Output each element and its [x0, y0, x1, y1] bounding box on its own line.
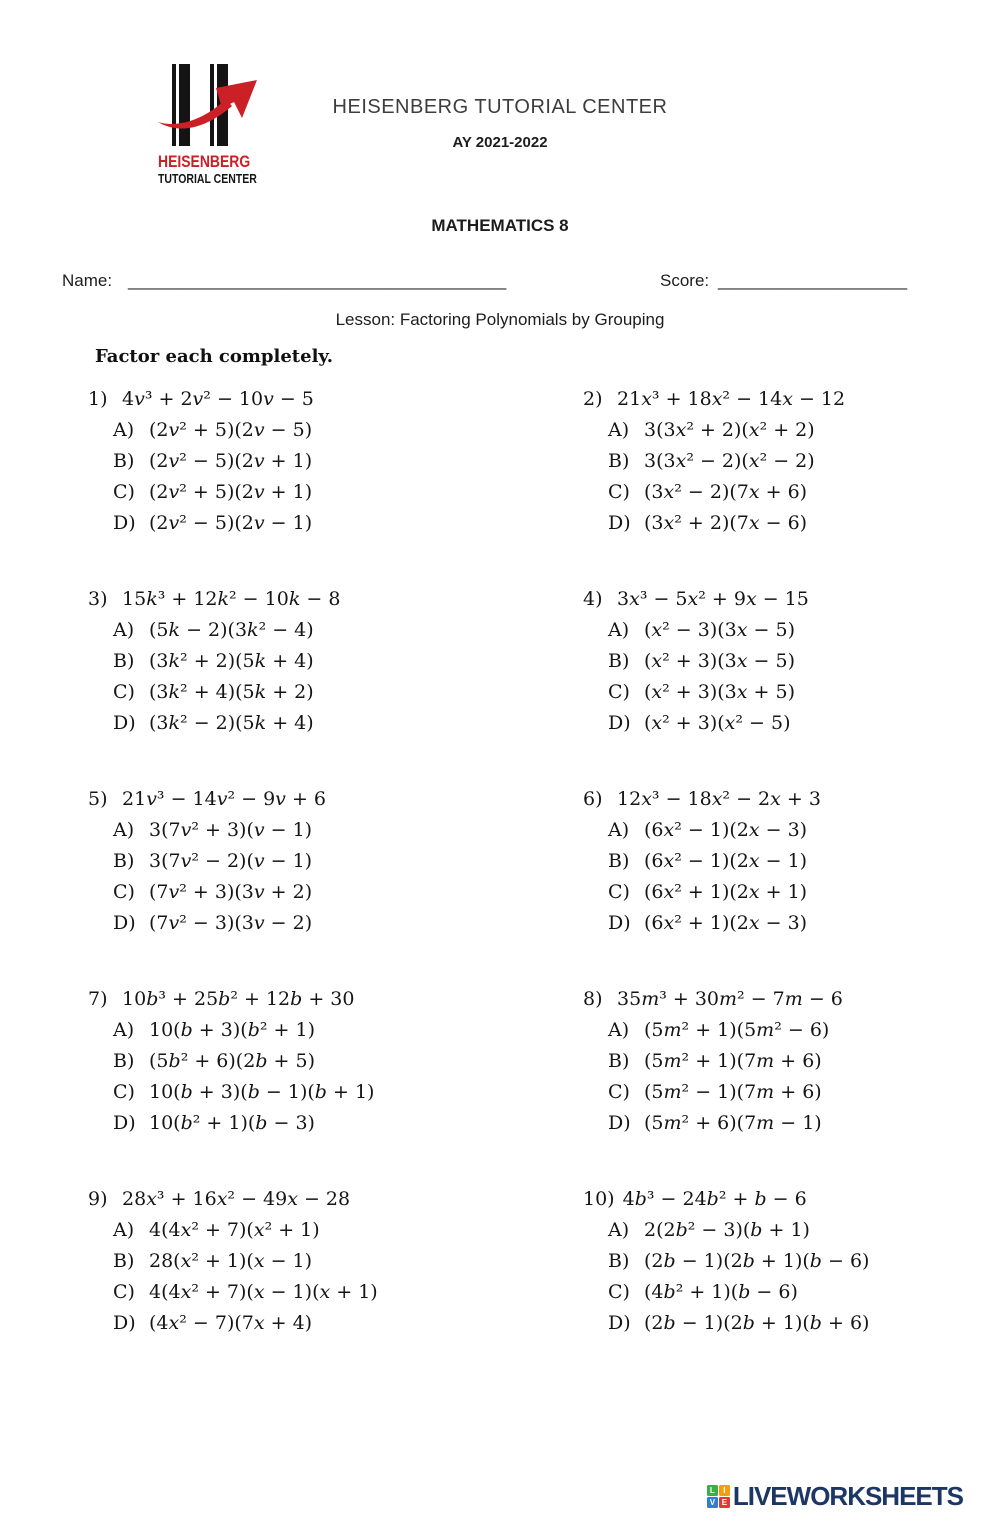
option-letter: C) [608, 1281, 630, 1303]
option-letter: C) [608, 881, 630, 903]
academic-year: AY 2021-2022 [452, 134, 548, 151]
problem-expression: 28x³ + 16x² − 49x − 28 [122, 1188, 351, 1210]
option-expression: (6x² − 1)(2x − 3) [644, 819, 808, 841]
option-letter: D) [113, 1312, 136, 1334]
option-expression: 2(2b² − 3)(b + 1) [644, 1219, 810, 1241]
problem-10-option-d[interactable] [583, 1310, 968, 1336]
problem-8-option-c[interactable] [583, 1079, 968, 1105]
problem-10 [583, 1186, 968, 1386]
lw-square-i: I [719, 1485, 730, 1496]
problem-8-question [583, 986, 968, 1012]
score-input-line[interactable]: ____________________ [718, 271, 908, 290]
option-expression: (3k² + 2)(5k + 4) [149, 650, 314, 672]
problem-expression: 4v³ + 2v² − 10v − 5 [122, 388, 314, 410]
option-expression: 3(3x² − 2)(x² − 2) [644, 450, 815, 472]
option-expression: (6x² + 1)(2x + 1) [644, 881, 808, 903]
problem-expression: 15k³ + 12k² − 10k − 8 [122, 588, 341, 610]
option-letter: C) [113, 1081, 135, 1103]
option-expression: 4(4x² + 7)(x − 1)(x + 1) [149, 1281, 378, 1303]
liveworksheets-logo [707, 1481, 963, 1512]
lw-square-e: E [719, 1497, 730, 1508]
option-expression: (2v² − 5)(2v + 1) [149, 450, 313, 472]
option-expression: (3k² + 4)(5k + 2) [149, 681, 314, 703]
problem-8-option-b[interactable] [583, 1048, 968, 1074]
problem-3-question [88, 586, 583, 612]
option-letter: B) [113, 650, 135, 672]
problem-2-option-c[interactable] [583, 479, 968, 505]
problem-number: 1) [88, 388, 108, 410]
problem-6-option-a[interactable] [583, 817, 968, 843]
option-expression: (3x² + 2)(7x − 6) [644, 512, 808, 534]
problem-5-question [88, 786, 583, 812]
option-letter: B) [608, 650, 630, 672]
option-letter: B) [608, 1250, 630, 1272]
problem-number: 5) [88, 788, 108, 810]
problems-grid [88, 386, 968, 1386]
problem-10-question [583, 1186, 968, 1212]
problem-number: 4) [583, 588, 603, 610]
problem-1-option-a[interactable] [88, 417, 583, 443]
option-letter: A) [113, 419, 135, 441]
problem-3-option-b[interactable] [88, 648, 583, 674]
problem-10-option-c[interactable] [583, 1279, 968, 1305]
problem-6-option-b[interactable] [583, 848, 968, 874]
problem-7-option-a[interactable] [88, 1017, 583, 1043]
option-expression: (3x² − 2)(7x + 6) [644, 481, 808, 503]
problem-9-option-c[interactable] [88, 1279, 583, 1305]
name-input-line[interactable]: ________________________________________ [128, 271, 507, 290]
instruction-text: Factor each completely. [95, 346, 334, 367]
option-letter: C) [113, 881, 135, 903]
option-letter: A) [608, 819, 630, 841]
liveworksheets-wordmark: LIVEWORKSHEETS [732, 1481, 963, 1511]
problem-9-option-d[interactable] [88, 1310, 583, 1336]
option-expression: (6x² − 1)(2x − 1) [644, 850, 808, 872]
option-letter: B) [608, 850, 630, 872]
problem-4-option-d[interactable] [583, 710, 968, 736]
option-letter: D) [113, 912, 136, 934]
problem-1 [88, 386, 583, 586]
problem-2-question [583, 386, 968, 412]
option-expression: (3k² − 2)(5k + 4) [149, 712, 314, 734]
option-letter: A) [113, 1019, 135, 1041]
option-expression: (5m² + 6)(7m − 1) [644, 1112, 822, 1134]
problem-expression: 3x³ − 5x² + 9x − 15 [617, 588, 809, 610]
option-expression: (x² + 3)(x² − 5) [644, 712, 791, 734]
option-expression: (x² + 3)(3x + 5) [644, 681, 795, 703]
option-expression: 3(3x² + 2)(x² + 2) [644, 419, 815, 441]
problem-4-question [583, 586, 968, 612]
problem-number: 10) [583, 1188, 615, 1210]
problem-3-option-d[interactable] [88, 710, 583, 736]
option-letter: A) [608, 1219, 630, 1241]
problem-2-option-d[interactable] [583, 510, 968, 536]
option-expression: (6x² + 1)(2x − 3) [644, 912, 808, 934]
option-expression: (2v² + 5)(2v + 1) [149, 481, 313, 503]
option-expression: 3(7v² + 3)(v − 1) [149, 819, 313, 841]
problem-3-option-c[interactable] [88, 679, 583, 705]
problem-2-option-b[interactable] [583, 448, 968, 474]
lw-square-v: V [707, 1497, 718, 1508]
problem-2-option-a[interactable] [583, 417, 968, 443]
option-expression: (2b − 1)(2b + 1)(b + 6) [644, 1312, 870, 1334]
problem-number: 3) [88, 588, 108, 610]
problem-7 [88, 986, 583, 1186]
option-letter: C) [113, 1281, 135, 1303]
problem-3-option-a[interactable] [88, 617, 583, 643]
option-letter: A) [608, 619, 630, 641]
problem-1-option-b[interactable] [88, 448, 583, 474]
option-letter: B) [113, 1050, 135, 1072]
problem-9-question [88, 1186, 583, 1212]
option-letter: D) [608, 912, 631, 934]
problem-expression: 12x³ − 18x² − 2x + 3 [617, 788, 821, 810]
page-title: HEISENBERG TUTORIAL CENTER [332, 96, 668, 118]
problem-10-option-b[interactable] [583, 1248, 968, 1274]
option-letter: D) [113, 1112, 136, 1134]
problem-1-option-c[interactable] [88, 479, 583, 505]
liveworksheets-grid-icon [707, 1485, 730, 1508]
option-expression: 3(7v² − 2)(v − 1) [149, 850, 313, 872]
problem-number: 9) [88, 1188, 108, 1210]
option-expression: (4b² + 1)(b − 6) [644, 1281, 798, 1303]
option-letter: D) [608, 512, 631, 534]
option-letter: C) [608, 1081, 630, 1103]
problem-number: 8) [583, 988, 603, 1010]
option-letter: D) [113, 712, 136, 734]
problem-6-option-d[interactable] [583, 910, 968, 936]
problem-5-option-d[interactable] [88, 910, 583, 936]
logo-text-heisenberg: HEISENBERG [158, 152, 251, 171]
option-expression: 10(b + 3)(b − 1)(b + 1) [149, 1081, 375, 1103]
lesson-title: Lesson: Factoring Polynomials by Grouping [335, 310, 665, 329]
option-letter: B) [113, 850, 135, 872]
problem-4-option-a[interactable] [583, 617, 968, 643]
problem-10-option-a[interactable] [583, 1217, 968, 1243]
problem-1-option-d[interactable] [88, 510, 583, 536]
option-expression: (5m² − 1)(7m + 6) [644, 1081, 822, 1103]
option-letter: A) [113, 1219, 135, 1241]
option-letter: A) [113, 619, 135, 641]
problem-expression: 35m³ + 30m² − 7m − 6 [617, 988, 843, 1010]
option-letter: C) [608, 481, 630, 503]
option-letter: A) [608, 1019, 630, 1041]
option-letter: A) [608, 419, 630, 441]
problem-7-option-b[interactable] [88, 1048, 583, 1074]
option-expression: (5b² + 6)(2b + 5) [149, 1050, 315, 1072]
option-expression: (2b − 1)(2b + 1)(b − 6) [644, 1250, 870, 1272]
option-expression: (x² − 3)(3x − 5) [644, 619, 795, 641]
problem-6-question [583, 786, 968, 812]
problem-3 [88, 586, 583, 786]
problem-5-option-b[interactable] [88, 848, 583, 874]
option-letter: D) [608, 1312, 631, 1334]
option-expression: (7v² + 3)(3v + 2) [149, 881, 313, 903]
problem-9 [88, 1186, 583, 1386]
option-letter: B) [608, 1050, 630, 1072]
problem-2 [583, 386, 968, 586]
option-expression: 10(b² + 1)(b − 3) [149, 1112, 315, 1134]
problem-5-option-c[interactable] [88, 879, 583, 905]
subject-title: MATHEMATICS 8 [431, 216, 569, 235]
option-expression: 10(b + 3)(b² + 1) [149, 1019, 315, 1041]
problem-8-option-a[interactable] [583, 1017, 968, 1043]
problem-4-option-c[interactable] [583, 679, 968, 705]
option-expression: (5m² + 1)(5m² − 6) [644, 1019, 830, 1041]
problem-9-option-b[interactable] [88, 1248, 583, 1274]
option-letter: C) [113, 681, 135, 703]
option-expression: (7v² − 3)(3v − 2) [149, 912, 313, 934]
option-letter: D) [608, 712, 631, 734]
option-expression: 4(4x² + 7)(x² + 1) [149, 1219, 320, 1241]
option-letter: B) [608, 450, 630, 472]
option-letter: C) [608, 681, 630, 703]
problem-1-question [88, 386, 583, 412]
option-expression: (5m² + 1)(7m + 6) [644, 1050, 822, 1072]
option-letter: D) [608, 1112, 631, 1134]
problem-7-option-c[interactable] [88, 1079, 583, 1105]
logo-text-tutorial-center: TUTORIAL CENTER [158, 172, 257, 186]
problem-expression: 10b³ + 25b² + 12b + 30 [122, 988, 355, 1010]
problem-7-option-d[interactable] [88, 1110, 583, 1136]
problem-8 [583, 986, 968, 1186]
problem-8-option-d[interactable] [583, 1110, 968, 1136]
problem-number: 6) [583, 788, 603, 810]
option-expression: (5k − 2)(3k² − 4) [149, 619, 314, 641]
option-expression: (4x² − 7)(7x + 4) [149, 1312, 313, 1334]
name-label: Name: [62, 271, 113, 290]
option-letter: A) [113, 819, 135, 841]
problem-number: 2) [583, 388, 603, 410]
problem-4 [583, 586, 968, 786]
option-letter: D) [113, 512, 136, 534]
score-label: Score: [660, 271, 710, 290]
problem-5-option-a[interactable] [88, 817, 583, 843]
problem-number: 7) [88, 988, 108, 1010]
problem-7-question [88, 986, 583, 1012]
option-expression: (x² + 3)(3x − 5) [644, 650, 795, 672]
problem-expression: 4b³ − 24b² + b − 6 [622, 1188, 807, 1210]
option-letter: C) [113, 481, 135, 503]
option-letter: B) [113, 1250, 135, 1272]
option-expression: (2v² + 5)(2v − 5) [149, 419, 313, 441]
problem-4-option-b[interactable] [583, 648, 968, 674]
problem-6-option-c[interactable] [583, 879, 968, 905]
heisenberg-logo [158, 60, 278, 190]
option-expression: 28(x² + 1)(x − 1) [149, 1250, 313, 1272]
option-expression: (2v² − 5)(2v − 1) [149, 512, 313, 534]
problem-5 [88, 786, 583, 986]
problem-9-option-a[interactable] [88, 1217, 583, 1243]
problem-expression: 21x³ + 18x² − 14x − 12 [617, 388, 846, 410]
problem-6 [583, 786, 968, 986]
option-letter: B) [113, 450, 135, 472]
lw-square-l: L [707, 1485, 718, 1496]
problem-expression: 21v³ − 14v² − 9v + 6 [122, 788, 326, 810]
